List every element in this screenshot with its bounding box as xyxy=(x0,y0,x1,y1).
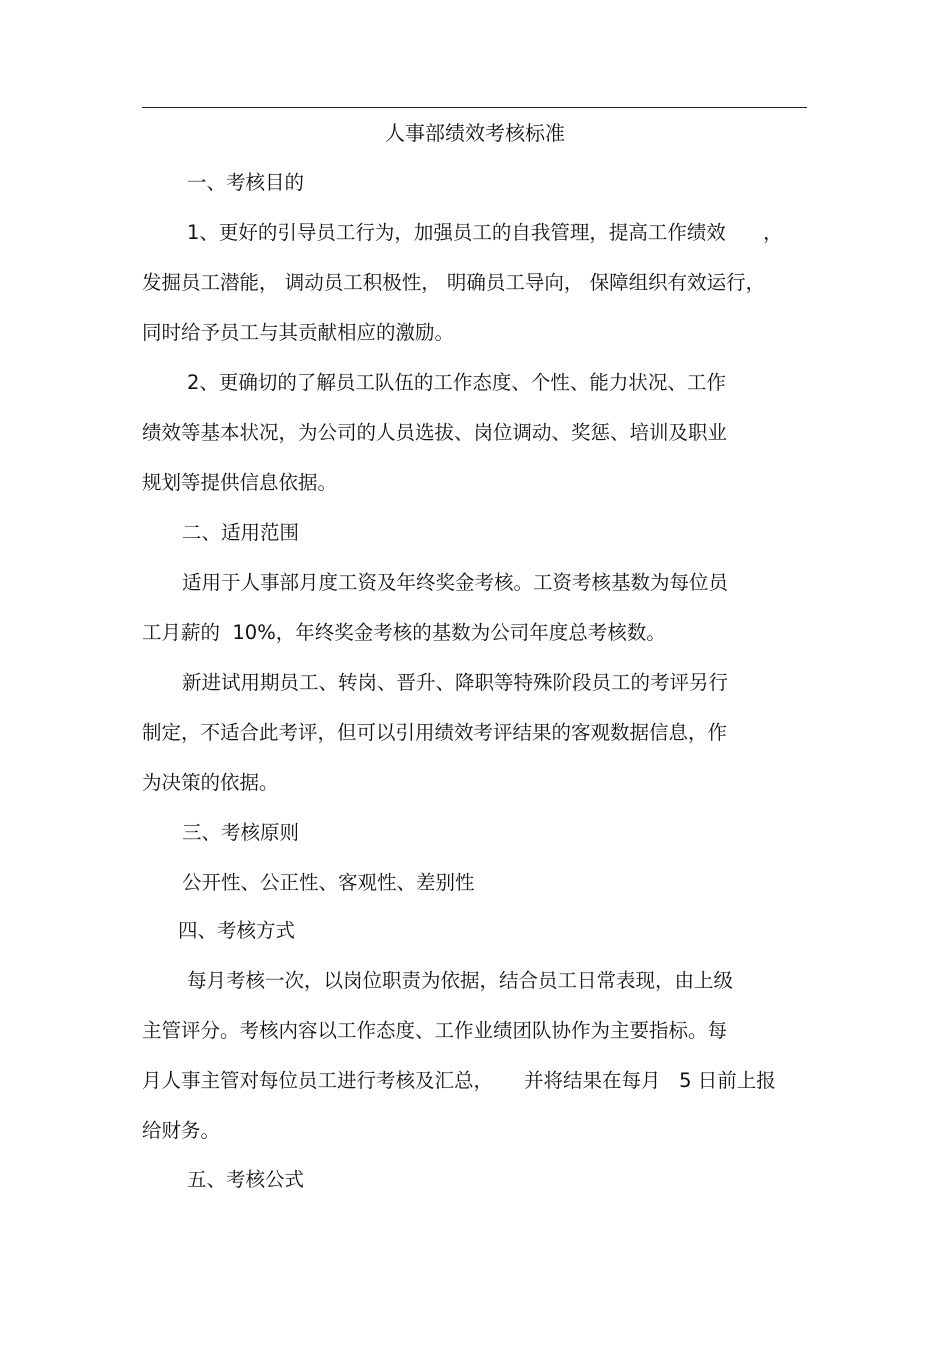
paragraph-line: 主管评分。考核内容以工作态度、工作业绩团队协作为主要指标。每 xyxy=(142,1019,728,1042)
paragraph-line: 规划等提供信息依据。 xyxy=(142,471,338,494)
paragraph-line: 绩效等基本状况，为公司的人员选拔、岗位调动、奖惩、培训及职业 xyxy=(142,421,728,444)
document-title: 人事部绩效考核标准 xyxy=(385,121,565,145)
section-heading-purpose: 一、考核目的 xyxy=(187,171,305,194)
section-heading-principles: 三、考核原则 xyxy=(182,821,300,844)
paragraph-line: 给财务。 xyxy=(142,1119,221,1142)
paragraph-line: 同时给予员工与其贡献相应的激励。 xyxy=(142,321,455,344)
paragraph-line: 发掘员工潜能， 调动员工积极性， 明确员工导向， 保障组织有效运行， xyxy=(142,271,766,294)
paragraph-line: 每月考核一次，以岗位职责为依据，结合员工日常表现，由上级 xyxy=(187,969,734,992)
paragraph-line: 制定，不适合此考评，但可以引用绩效考评结果的客观数据信息，作 xyxy=(142,721,728,744)
paragraph-line: 新进试用期员工、转岗、晋升、降职等特殊阶段员工的考评另行 xyxy=(182,671,729,694)
paragraph-line: 为决策的依据。 xyxy=(142,771,279,794)
header-rule xyxy=(142,107,807,108)
paragraph-line: 月人事主管对每位员工进行考核及汇总， 并将结果在每月 5 日前上报 xyxy=(142,1069,776,1092)
section-heading-formula: 五、考核公式 xyxy=(187,1168,305,1191)
paragraph-line: 公开性、公正性、客观性、差别性 xyxy=(182,871,475,894)
paragraph-line: 适用于人事部月度工资及年终奖金考核。工资考核基数为每位员 xyxy=(182,571,729,594)
section-heading-scope: 二、适用范围 xyxy=(182,521,300,544)
paragraph-line: 1、更好的引导员工行为，加强员工的自我管理，提高工作绩效 ， xyxy=(187,221,783,244)
section-heading-method: 四、考核方式 xyxy=(178,919,296,942)
paragraph-line: 2、更确切的了解员工队伍的工作态度、个性、能力状况、工作 xyxy=(187,371,726,394)
paragraph-line: 工月薪的 10%，年终奖金考核的基数为公司年度总考核数。 xyxy=(142,621,666,644)
